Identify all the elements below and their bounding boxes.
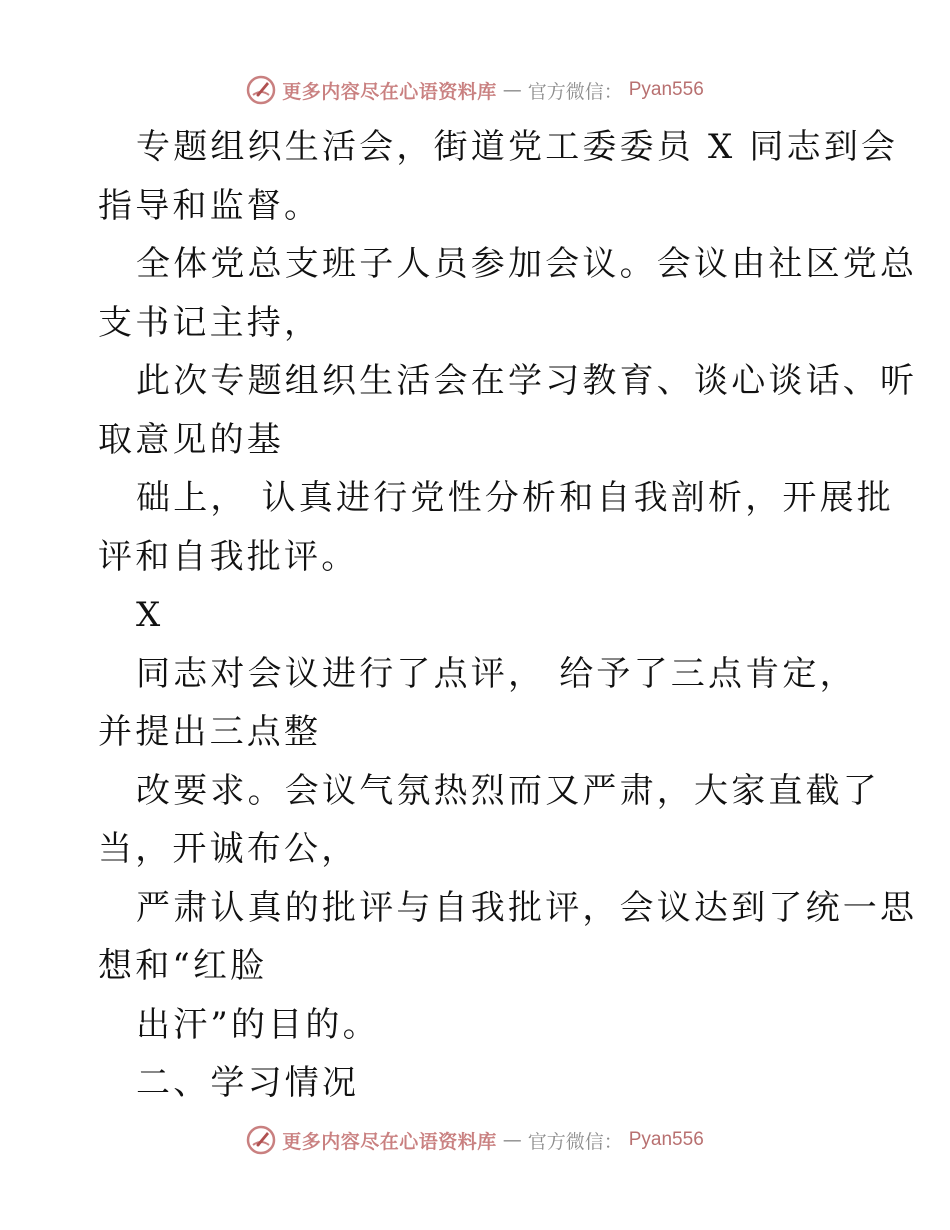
text-line: 并提出三点整 bbox=[98, 712, 322, 752]
header-official-label: 官方微信： bbox=[527, 80, 623, 103]
text-line: X bbox=[136, 595, 164, 635]
text-line: 础上， 认真进行党性分析和自我剖析，开展批 bbox=[136, 478, 895, 518]
text-line: 评和自我批评。 bbox=[98, 536, 359, 577]
footer-wechat-id: Pyan556 bbox=[628, 1129, 704, 1150]
footer-banner bbox=[0, 1120, 950, 1160]
header-wechat-id: Pyan556 bbox=[628, 79, 704, 100]
text-line: 取意见的基 bbox=[98, 419, 284, 460]
text-line: 改要求。会议气氛热烈而又严肃，大家直截了 bbox=[136, 770, 880, 811]
footer-brand-text: 更多内容尽在心语资料库 bbox=[282, 1130, 497, 1153]
footer-separator: — bbox=[502, 1129, 522, 1151]
header-banner bbox=[0, 70, 950, 110]
book-pen-icon bbox=[246, 1125, 276, 1155]
header-separator: — bbox=[502, 79, 522, 101]
text-line: 当，开诚布公， bbox=[98, 829, 359, 869]
text-line: 指导和监督。 bbox=[98, 185, 322, 226]
text-line: 专题组织生活会，街道党工委委员 X 同志到会 bbox=[136, 127, 899, 167]
header-brand-text: 更多内容尽在心语资料库 bbox=[282, 80, 497, 103]
text-line: 二、学习情况 bbox=[136, 1063, 360, 1103]
text-line: 想和“红脸 bbox=[98, 946, 268, 986]
book-pen-icon bbox=[246, 75, 276, 105]
text-line: 支书记主持， bbox=[98, 302, 322, 343]
text-line: 同志对会议进行了点评， 给予了三点肯定， bbox=[136, 653, 857, 694]
text-line: 此次专题组织生活会在学习教育、谈心谈话、听 bbox=[136, 361, 918, 401]
footer-official-label: 官方微信： bbox=[527, 1130, 623, 1153]
document-body bbox=[98, 118, 918, 1113]
text-line: 严肃认真的批评与自我批评，会议达到了统一思 bbox=[136, 887, 918, 928]
text-line: 出汗”的目的。 bbox=[136, 1004, 380, 1045]
text-line: 全体党总支班子人员参加会议。会议由社区党总 bbox=[136, 244, 918, 284]
